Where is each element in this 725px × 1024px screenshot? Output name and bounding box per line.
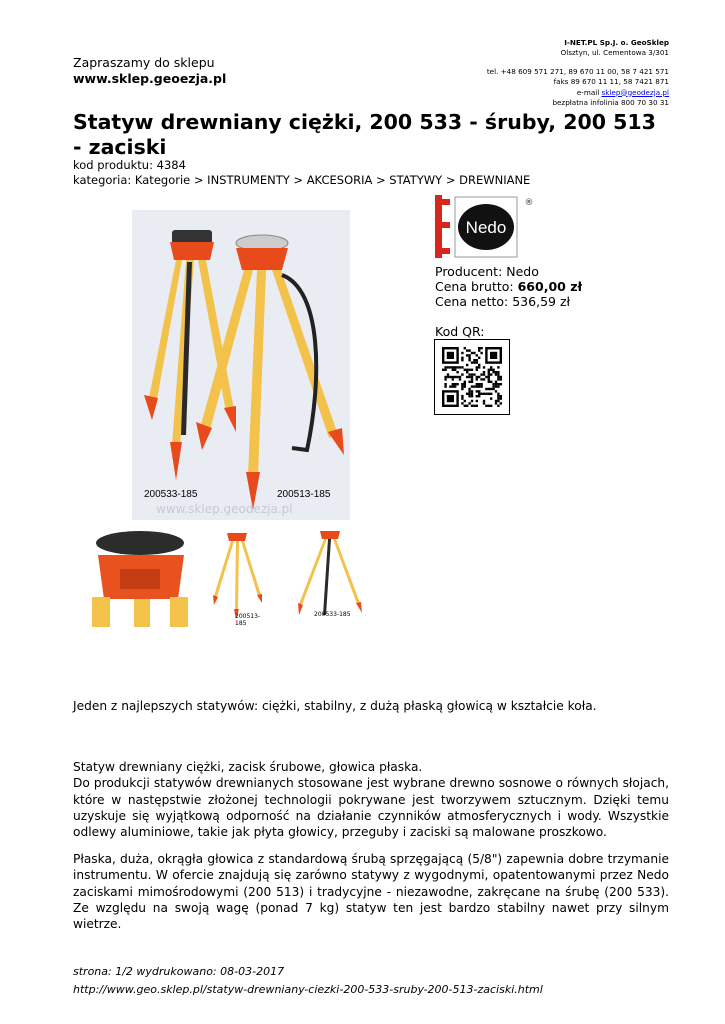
net-price-row [435,294,582,309]
logo-text: Nedo [465,218,507,237]
tripod-head-closeup-icon [90,527,190,627]
company-infolinia: bezpłatna infolinia 800 70 30 31 [552,98,669,108]
description-subtitle: Statyw drewniany ciężki, zacisk śrubowe, głowica płaska. [73,760,423,774]
thumbnail-2[interactable] [205,527,270,627]
main-product-image[interactable] [132,210,350,520]
company-info [487,38,669,108]
thumbnail-2-label: 200513-185 [235,613,261,627]
net-price-label: Cena netto: [435,294,513,309]
description-text-1: Do produkcji statywów drewnianych stosowane jest wybrane drewno sosnowe o równych słojach, które w następstwie złożonej technologii pokrywane jest tworzywem sztucznym. Dzięki temu uzyskuje się wyjątkową odporność na działanie czynników atmosferycznych i wody. Wszystkie odlewy aluminiowe, takie jak płyta głowicy, przeguby i zaciski są malowane proszkowo. [73,776,669,840]
producer-label: Producent: [435,264,507,279]
nedo-logo [435,195,537,258]
main-image-label-left: 200533-185 [144,489,198,500]
main-image-label-right: 200513-185 [277,489,331,500]
company-phone: tel. +48 609 571 271, 89 670 11 00, 58 7 421 571 [486,66,669,76]
logo-registered-mark: ® [524,198,534,208]
company-address: Olsztyn, ul. Cementowa 3/301 [560,48,669,58]
thumbnail-3-label: 200533-185 [314,611,351,618]
email-label: e-mail [576,87,602,97]
price-block [435,264,582,309]
description-intro: Jeden z najlepszych statywów: ciężki, stabilny, z dużą płaską głowicą w kształcie koła. [73,699,597,713]
welcome-text: Zapraszamy do sklepu [73,55,215,70]
qr-code [434,339,510,415]
description-paragraph-2: Płaska, duża, okrągła głowica z standardową śrubą sprzęgającą (5/8") zapewnia dobre trzymanie instrumentu. W ofercie znajdują się zarówno statywy z wygodnymi, opatentowanymi przez Nedo zaciskami mimośrodowymi (200 513) i tradycyjne - niezawodne, zakręcane na śrubę (200 533). Ze względu na swoją wagę (ponad 7 kg) statyw ten jest bardzo stabilny nawet przy silnym wietrze. [73,852,669,932]
thumbnail-3[interactable] [290,527,370,627]
product-code: kod produktu: 4384 [73,158,186,172]
qr-code-icon [435,340,509,414]
welcome-block [73,55,226,87]
nedo-logo-icon [435,195,537,258]
product-meta [73,158,530,188]
qr-label: Kod QR: [435,324,485,339]
net-price-value: 536,59 zł [512,294,571,309]
footer-page-info: strona: 1/2 wydrukowano: 08-03-2017 [73,965,285,978]
company-name: I-NET.PL Sp.J. o. GeoSklep [564,38,669,47]
company-fax: faks 89 670 11 11, 58 7421 871 [553,77,669,87]
product-category: kategoria: Kategorie > INSTRUMENTY > AKCESORIA > STATYWY > DREWNIANE [73,173,531,187]
tripod-200513-icon [205,527,270,627]
description-paragraph-1 [73,759,669,840]
thumbnail-1[interactable] [90,527,190,627]
watermark: www.sklep.geodezja.pl [156,502,293,516]
company-email-row [487,88,669,98]
tripods-illustration [132,210,350,520]
producer-row [435,264,582,279]
gross-price-row [435,279,582,294]
email-link[interactable]: sklep@geodezja.pl [601,87,669,97]
footer-url[interactable]: http://www.geo.sklep.pl/statyw-drewniany-ciezki-200-533-sruby-200-513-zaciski.html [73,983,543,996]
product-title: Statyw drewniany ciężki, 200 533 - śruby, 200 513 - zaciski [73,110,656,159]
gross-price-label: Cena brutto: [435,279,518,294]
producer-value: Nedo [506,264,539,279]
gross-price-value: 660,00 zł [517,279,583,294]
shop-url[interactable]: www.sklep.geoezja.pl [73,71,227,86]
